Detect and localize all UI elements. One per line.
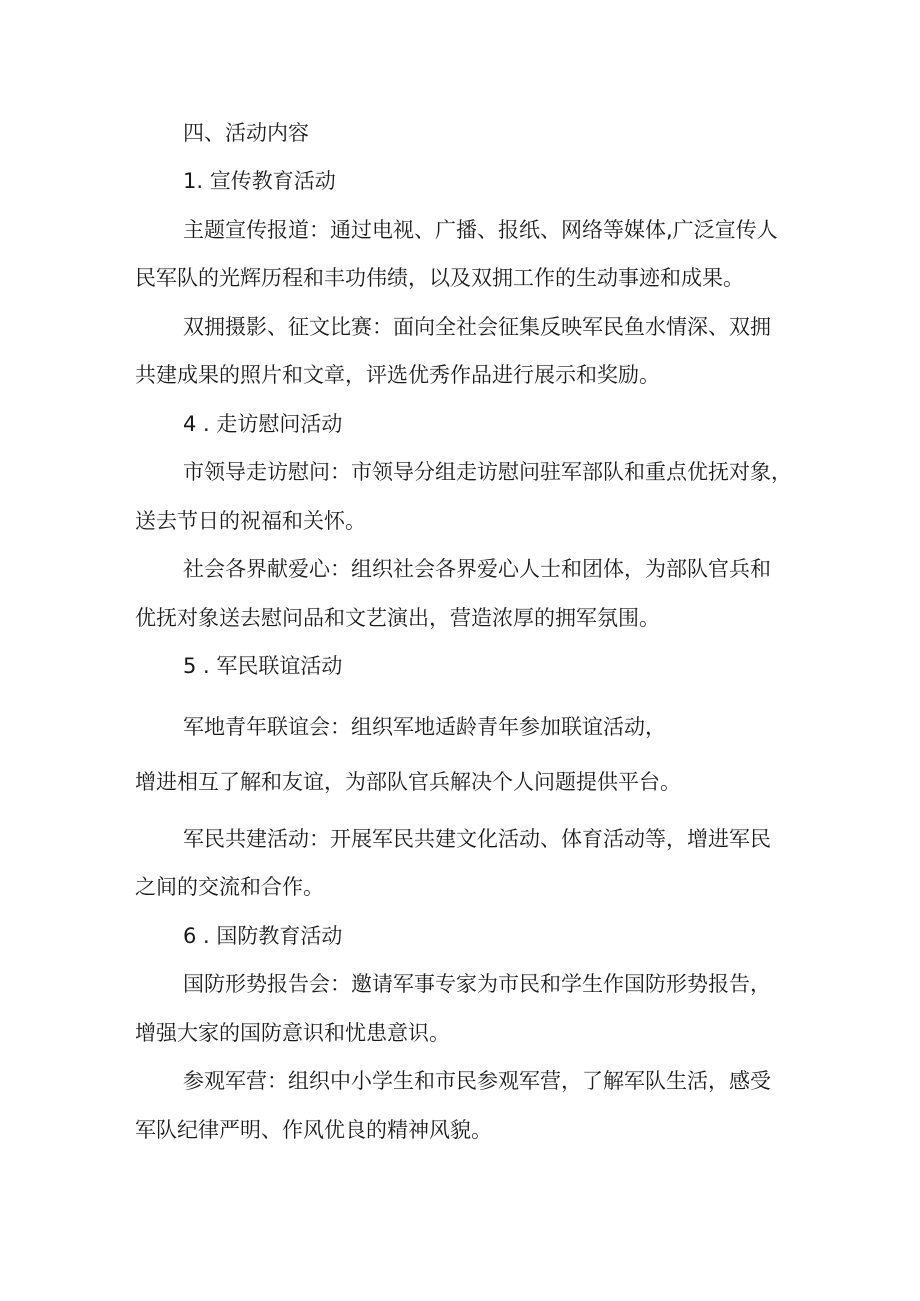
sub4-p1-line2: 送去节日的祝福和关怀。 (135, 509, 366, 533)
sub6-p2-line2: 军队纪律严明、作风优良的精神风貌。 (135, 1118, 492, 1142)
sub6-p1-line1: 国防形势报告会：邀请军事专家为市民和学生作国防形势报告， (183, 972, 771, 996)
sub1-p1-line2: 民军队的光辉历程和丰功伟绩，以及双拥工作的生动事迹和成果。 (135, 266, 744, 290)
section-title: 四、活动内容 (183, 121, 309, 145)
sub5-p2-line1: 军民共建活动：开展军民共建文化活动、体育活动等，增进军民 (183, 827, 771, 851)
sub5-p1-line2: 增进相互了解和友谊，为部队官兵解决个人问题提供平台。 (135, 770, 681, 794)
sub6-p2-line1: 参观军营：组织中小学生和市民参观军营，了解军队生活，感受 (183, 1069, 771, 1093)
sub4-p1-line1: 市领导走访慰问：市领导分组走访慰问驻军部队和重点优抚对象， (183, 460, 792, 484)
sub6-p1-line2: 增强大家的国防意识和忧患意识。 (135, 1021, 450, 1045)
sub1-p2-line1: 双拥摄影、征文比赛：面向全社会征集反映军民鱼水情深、双拥 (183, 315, 771, 339)
sub5-heading: 5 . 军民联谊活动 (183, 654, 343, 678)
sub5-p2-line2: 之间的交流和合作。 (135, 875, 324, 899)
sub5-p1-line1: 军地青年联谊会：组织军地适龄青年参加联谊活动， (183, 715, 666, 739)
sub4-p2-line1: 社会各界献爱心：组织社会各界爱心人士和团体，为部队官兵和 (183, 557, 771, 581)
sub1-p2-line2: 共建成果的照片和文章，评选优秀作品进行展示和奖励。 (135, 363, 660, 387)
sub1-p1-line1: 主题宣传报道：通过电视、广播、报纸、网络等媒体,广泛宣传人 (183, 218, 778, 242)
sub4-heading: 4 . 走访慰问活动 (183, 412, 343, 436)
sub4-p2-line2: 优抚对象送去慰问品和文艺演出，营造浓厚的拥军氛围。 (135, 606, 660, 630)
sub6-heading: 6 . 国防教育活动 (183, 924, 343, 948)
sub1-heading: 1. 宣传教育活动 (183, 169, 336, 193)
